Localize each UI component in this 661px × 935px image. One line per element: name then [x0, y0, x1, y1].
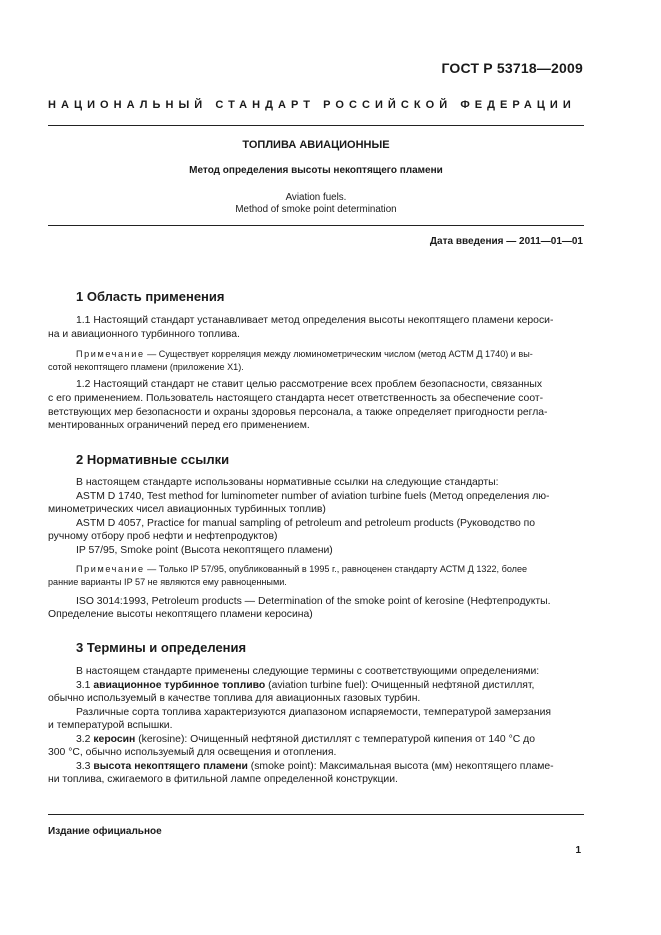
clause-1-1-cont — [48, 328, 581, 342]
term-3-1-note-line-2: и температурой вспышки. — [48, 720, 173, 731]
ref-astm-d4057-line-2: ручному отбору проб нефти и нефтепродуктов) — [48, 531, 278, 542]
introduction-date: Дата введения — 2011—01—01 — [429, 236, 583, 247]
term-3-1-line-2: обычно используемый в качестве топлива для авиационных газовых турбин. — [48, 693, 421, 704]
ref-astm-d1740-line-1: ASTM D 1740, Test method for luminometer number of aviation turbine fuels (Метод определения лю- — [76, 491, 550, 502]
english-title-line-2: Method of smoke point determination — [235, 204, 397, 215]
section-1-heading: 1 Область применения — [76, 289, 225, 304]
document-title: ТОПЛИВА АВИАЦИОННЫЕ — [242, 139, 390, 151]
english-title-line-1: Aviation fuels. — [285, 192, 347, 203]
national-standard-banner: НАЦИОНАЛЬНЫЙ СТАНДАРТ РОССИЙСКОЙ ФЕДЕРАЦИИ — [48, 99, 576, 111]
term-3-3 — [48, 760, 581, 774]
clause-1-2-line-4-text: ментированных ограничений перед его применением. — [48, 420, 310, 431]
note-2-label: Примечание — [76, 564, 145, 574]
term-3-2-number: 3.2 — [76, 734, 94, 745]
term-3-1-cont — [48, 692, 581, 706]
clause-1-2-line-4 — [48, 419, 581, 433]
ref-astm-d4057-cont — [48, 530, 581, 544]
term-3-3-term: высота некоптящего пламени — [93, 761, 248, 772]
clause-1-2-line-3 — [48, 406, 581, 420]
header-divider — [48, 125, 584, 126]
clause-1-1-line-1: 1.1 Настоящий стандарт устанавливает метод определения высоты некоптящего пламени кероси- — [76, 315, 554, 326]
term-3-1-term: авиационное турбинное топливо — [93, 680, 266, 691]
note-1-cont — [48, 361, 581, 374]
note-2-line-2: ранние варианты IP 57 не являются ему равноценными. — [48, 577, 287, 587]
ref-iso-3014-line-1: ISO 3014:1993, Petroleum products — Determination of the smoke point of kerosine (Нефтепродукты. — [76, 596, 551, 607]
clause-1-2-line-1: 1.2 Настоящий стандарт не ставит целью рассмотрение всех проблем безопасности, связанных — [76, 379, 543, 390]
term-3-2-term: керосин — [93, 734, 136, 745]
clause-1-2-line-3-text: ветствующих мер безопасности и охраны здоровья персонала, а также определяет пригодности регла- — [48, 407, 548, 418]
ref-iso-3014-cont — [48, 608, 581, 622]
term-3-1-note — [48, 706, 581, 720]
term-3-3-cont — [48, 773, 581, 787]
term-3-1-note-line-1: Различные сорта топлива характеризуются диапазоном испаряемости, температурой замерзания — [76, 707, 551, 718]
ref-astm-d1740 — [48, 490, 581, 504]
clause-1-2 — [48, 378, 581, 392]
term-3-1-definition: (aviation turbine fuel): Очищенный нефтяной дистиллят, — [265, 680, 535, 691]
section-3-heading: 3 Термины и определения — [76, 640, 247, 655]
term-3-2-definition: (kerosine): Очищенный нефтяной дистиллят с температурой кипения от 140 °С до — [135, 734, 535, 745]
note-2-line-1: — Только IP 57/95, опубликованный в 1995 г., равноценен стандарту АСТМ Д 1322, более — [144, 564, 528, 574]
term-3-2-line-2: 300 °С, обычно используемый для освещения и отопления. — [48, 747, 337, 758]
term-3-1-note-cont — [48, 719, 581, 733]
term-3-2 — [48, 733, 581, 747]
clause-1-1-line-2: на и авиационного турбинного топлива. — [48, 329, 240, 340]
note-1-line-1: — Существует корреляция между люминометрическим числом (метод АСТМ Д 1740) и вы- — [144, 349, 533, 359]
document-subtitle: Метод определения высоты некоптящего пламени — [189, 165, 443, 176]
term-3-1-number: 3.1 — [76, 680, 94, 691]
ref-astm-d4057 — [48, 517, 581, 531]
term-3-3-number: 3.3 — [76, 761, 94, 772]
note-label: Примечание — [76, 349, 145, 359]
term-3-1 — [48, 679, 581, 693]
ref-iso-3014 — [48, 595, 581, 609]
page-number: 1 — [575, 845, 581, 856]
note-1 — [48, 348, 581, 361]
term-3-3-definition: (smoke point): Максимальная высота (мм) некоптящего пламе- — [247, 761, 554, 772]
term-3-3-line-2: ни топлива, сжигаемого в фитильной лампе определенной конструкции. — [48, 774, 398, 785]
footer-divider — [48, 814, 584, 815]
ref-ip-57-text: IP 57/95, Smoke point (Высота некоптящего пламени) — [76, 545, 333, 556]
note-1-line-2: сотой некоптящего пламени (приложение X1). — [48, 362, 244, 372]
ref-astm-d1740-line-2: минометрических чисел авиационных турбинных топлив) — [48, 504, 326, 515]
note-2-cont — [48, 576, 581, 589]
clause-1-1 — [48, 314, 581, 328]
ref-astm-d1740-cont — [48, 503, 581, 517]
title-divider — [48, 225, 584, 226]
ref-ip-57 — [48, 544, 581, 558]
gost-number: ГОСТ Р 53718—2009 — [441, 60, 583, 76]
refs-intro-text: В настоящем стандарте использованы нормативные ссылки на следующие стандарты: — [76, 477, 499, 488]
clause-1-2-line-2-text: с его применением. Пользователь настоящего стандарта несет ответственность за обеспечение соот- — [48, 393, 544, 404]
section-2-heading: 2 Нормативные ссылки — [76, 452, 230, 467]
note-2 — [48, 563, 581, 576]
ref-astm-d4057-line-1: ASTM D 4057, Practice for manual sampling of petroleum and petroleum products (Руководство по — [76, 518, 536, 529]
term-3-2-cont — [48, 746, 581, 760]
refs-intro — [48, 476, 581, 490]
official-edition-label: Издание официальное — [48, 826, 162, 837]
terms-intro — [48, 665, 581, 679]
clause-1-2-line-2 — [48, 392, 581, 406]
ref-iso-3014-line-2: Определение высоты некоптящего пламени керосина) — [48, 609, 313, 620]
terms-intro-text: В настоящем стандарте применены следующие термины с соответствующими определениями: — [76, 666, 540, 677]
